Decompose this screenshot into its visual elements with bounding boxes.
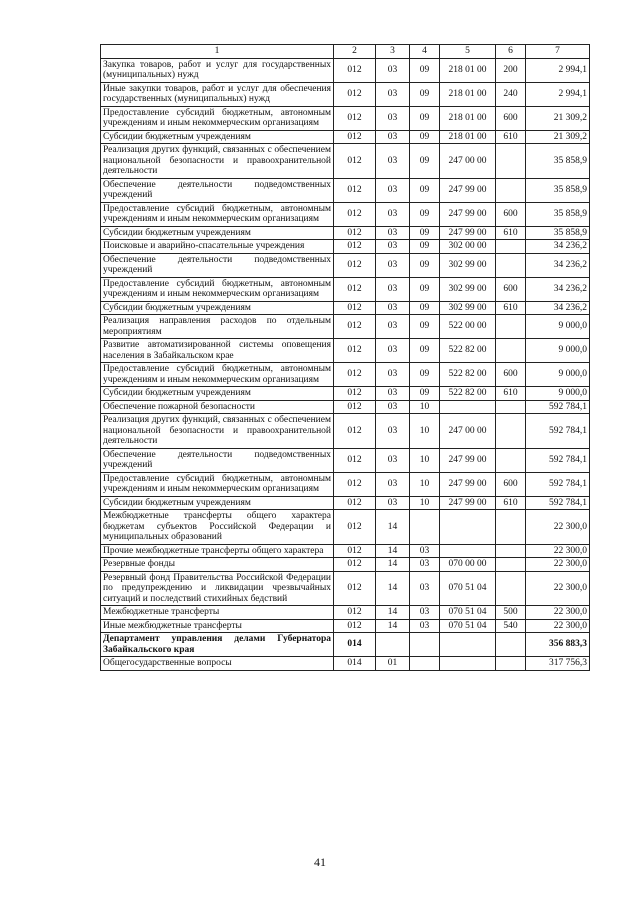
- amount-cell: 2 994,1: [526, 58, 590, 82]
- admin-code-cell: 012: [334, 339, 376, 363]
- section-code-cell: 03: [376, 496, 410, 510]
- target-article-cell: 522 82 00: [440, 387, 496, 401]
- expense-name-cell: Обеспечение деятельности подведомственных учреждений: [101, 448, 334, 472]
- expense-type-cell: [496, 178, 526, 202]
- section-code-cell: 03: [376, 363, 410, 387]
- budget-table: [100, 44, 590, 671]
- subsection-code-cell: 09: [410, 363, 440, 387]
- target-article-cell: 070 51 04: [440, 619, 496, 633]
- admin-code-cell: 012: [334, 130, 376, 144]
- amount-cell: 35 858,9: [526, 202, 590, 226]
- amount-cell: 35 858,9: [526, 178, 590, 202]
- table-row: [101, 301, 590, 315]
- header-row: [101, 45, 590, 59]
- expense-name-cell: Резервный фонд Правительства Российской Федерации по предупреждению и ликвидации чрезвычайных ситуаций и последствий стихийных бедствий: [101, 571, 334, 606]
- table-row: [101, 657, 590, 671]
- target-article-cell: 522 82 00: [440, 339, 496, 363]
- amount-cell: 22 300,0: [526, 510, 590, 545]
- subsection-code-cell: 03: [410, 619, 440, 633]
- section-code-cell: 03: [376, 226, 410, 240]
- table-row: [101, 315, 590, 339]
- subsection-code-cell: 03: [410, 606, 440, 620]
- subsection-code-cell: 09: [410, 106, 440, 130]
- table-row: [101, 387, 590, 401]
- expense-type-cell: 600: [496, 472, 526, 496]
- table-row: [101, 571, 590, 606]
- target-article-cell: [440, 510, 496, 545]
- amount-cell: 22 300,0: [526, 619, 590, 633]
- expense-type-cell: [496, 633, 526, 657]
- subsection-code-cell: [410, 510, 440, 545]
- subsection-code-cell: 03: [410, 571, 440, 606]
- admin-code-cell: 012: [334, 315, 376, 339]
- target-article-cell: [440, 657, 496, 671]
- expense-name-cell: Субсидии бюджетным учреждениям: [101, 301, 334, 315]
- target-article-cell: 302 00 00: [440, 240, 496, 254]
- table-row: [101, 226, 590, 240]
- expense-type-cell: [496, 544, 526, 558]
- table-row: [101, 58, 590, 82]
- target-article-cell: 070 00 00: [440, 558, 496, 572]
- expense-type-cell: 600: [496, 363, 526, 387]
- target-article-cell: 070 51 04: [440, 571, 496, 606]
- table-row: [101, 544, 590, 558]
- expense-name-cell: Общегосударственные вопросы: [101, 657, 334, 671]
- expense-name-cell: Иные закупки товаров, работ и услуг для обеспечения государственных (муниципальных) нужд: [101, 82, 334, 106]
- section-code-cell: 03: [376, 202, 410, 226]
- section-code-cell: 03: [376, 315, 410, 339]
- subsection-code-cell: 10: [410, 448, 440, 472]
- table-row: [101, 558, 590, 572]
- subsection-code-cell: 09: [410, 315, 440, 339]
- admin-code-cell: 014: [334, 657, 376, 671]
- section-code-cell: 03: [376, 106, 410, 130]
- target-article-cell: 302 99 00: [440, 301, 496, 315]
- table-row: [101, 510, 590, 545]
- expense-type-cell: [496, 240, 526, 254]
- amount-cell: 592 784,1: [526, 472, 590, 496]
- expense-name-cell: Предоставление субсидий бюджетным, автономным учреждениям и иным некоммерческим организациям: [101, 363, 334, 387]
- table-row: [101, 633, 590, 657]
- admin-code-cell: 012: [334, 448, 376, 472]
- target-article-cell: 247 99 00: [440, 202, 496, 226]
- admin-code-cell: 012: [334, 400, 376, 414]
- target-article-cell: [440, 400, 496, 414]
- expense-type-cell: [496, 414, 526, 449]
- subsection-code-cell: [410, 633, 440, 657]
- expense-type-cell: 610: [496, 130, 526, 144]
- expense-name-cell: Поисковые и аварийно-спасательные учреждения: [101, 240, 334, 254]
- expense-name-cell: Межбюджетные трансферты: [101, 606, 334, 620]
- admin-code-cell: 012: [334, 144, 376, 179]
- expense-name-cell: Иные межбюджетные трансферты: [101, 619, 334, 633]
- target-article-cell: 522 00 00: [440, 315, 496, 339]
- expense-name-cell: Предоставление субсидий бюджетным, автономным учреждениям и иным некоммерческим организациям: [101, 277, 334, 301]
- table-row: [101, 619, 590, 633]
- admin-code-cell: 012: [334, 606, 376, 620]
- subsection-code-cell: 09: [410, 130, 440, 144]
- admin-code-cell: 012: [334, 544, 376, 558]
- expense-type-cell: 540: [496, 619, 526, 633]
- expense-type-cell: 500: [496, 606, 526, 620]
- expense-name-cell: Субсидии бюджетным учреждениям: [101, 496, 334, 510]
- admin-code-cell: 012: [334, 619, 376, 633]
- expense-name-cell: Предоставление субсидий бюджетным, автономным учреждениям и иным некоммерческим организациям: [101, 106, 334, 130]
- section-code-cell: 03: [376, 472, 410, 496]
- target-article-cell: 247 00 00: [440, 414, 496, 449]
- target-article-cell: 218 01 00: [440, 82, 496, 106]
- expense-name-cell: Прочие межбюджетные трансферты общего характера: [101, 544, 334, 558]
- admin-code-cell: 012: [334, 226, 376, 240]
- amount-cell: 21 309,2: [526, 130, 590, 144]
- header-cell: 1: [101, 45, 334, 59]
- section-code-cell: 03: [376, 448, 410, 472]
- expense-name-cell: Обеспечение деятельности подведомственных учреждений: [101, 253, 334, 277]
- amount-cell: 34 236,2: [526, 277, 590, 301]
- section-code-cell: 03: [376, 130, 410, 144]
- section-code-cell: 14: [376, 571, 410, 606]
- expense-type-cell: 610: [496, 301, 526, 315]
- expense-type-cell: 610: [496, 387, 526, 401]
- table-row: [101, 400, 590, 414]
- amount-cell: 22 300,0: [526, 558, 590, 572]
- header-cell: 2: [334, 45, 376, 59]
- admin-code-cell: 012: [334, 301, 376, 315]
- target-article-cell: [440, 544, 496, 558]
- expense-name-cell: Резервные фонды: [101, 558, 334, 572]
- section-code-cell: 14: [376, 510, 410, 545]
- expense-name-cell: Департамент управления делами Губернатора Забайкальского края: [101, 633, 334, 657]
- table-row: [101, 496, 590, 510]
- amount-cell: 9 000,0: [526, 315, 590, 339]
- expense-name-cell: Реализация других функций, связанных с обеспечением национальной безопасности и правоохранительной деятельности: [101, 144, 334, 179]
- table-row: [101, 178, 590, 202]
- expense-type-cell: [496, 448, 526, 472]
- target-article-cell: 247 00 00: [440, 144, 496, 179]
- amount-cell: 35 858,9: [526, 144, 590, 179]
- expense-type-cell: 600: [496, 202, 526, 226]
- table-row: [101, 240, 590, 254]
- target-article-cell: 247 99 00: [440, 226, 496, 240]
- header-cell: 6: [496, 45, 526, 59]
- section-code-cell: 14: [376, 544, 410, 558]
- expense-type-cell: [496, 400, 526, 414]
- admin-code-cell: 012: [334, 178, 376, 202]
- expense-type-cell: [496, 571, 526, 606]
- section-code-cell: 03: [376, 82, 410, 106]
- amount-cell: 356 883,3: [526, 633, 590, 657]
- expense-type-cell: [496, 144, 526, 179]
- expense-name-cell: Реализация других функций, связанных с обеспечением национальной безопасности и правоохранительной деятельности: [101, 414, 334, 449]
- admin-code-cell: 012: [334, 277, 376, 301]
- expense-type-cell: [496, 315, 526, 339]
- amount-cell: 592 784,1: [526, 448, 590, 472]
- admin-code-cell: 012: [334, 363, 376, 387]
- subsection-code-cell: 09: [410, 58, 440, 82]
- expense-type-cell: 200: [496, 58, 526, 82]
- table-row: [101, 472, 590, 496]
- target-article-cell: 522 82 00: [440, 363, 496, 387]
- subsection-code-cell: 10: [410, 400, 440, 414]
- admin-code-cell: 012: [334, 571, 376, 606]
- target-article-cell: 247 99 00: [440, 496, 496, 510]
- expense-type-cell: 600: [496, 106, 526, 130]
- amount-cell: 22 300,0: [526, 571, 590, 606]
- table-row: [101, 130, 590, 144]
- expense-type-cell: [496, 510, 526, 545]
- table-row: [101, 82, 590, 106]
- subsection-code-cell: 10: [410, 414, 440, 449]
- amount-cell: 9 000,0: [526, 387, 590, 401]
- subsection-code-cell: [410, 657, 440, 671]
- admin-code-cell: 012: [334, 558, 376, 572]
- section-code-cell: 03: [376, 253, 410, 277]
- subsection-code-cell: 09: [410, 387, 440, 401]
- expense-name-cell: Реализация направления расходов по отдельным мероприятиям: [101, 315, 334, 339]
- header-cell: 5: [440, 45, 496, 59]
- table-row: [101, 253, 590, 277]
- admin-code-cell: 012: [334, 82, 376, 106]
- target-article-cell: 247 99 00: [440, 472, 496, 496]
- admin-code-cell: 012: [334, 510, 376, 545]
- amount-cell: 317 756,3: [526, 657, 590, 671]
- expense-name-cell: Развитие автоматизированной системы оповещения населения в Забайкальском крае: [101, 339, 334, 363]
- expense-name-cell: Предоставление субсидий бюджетным, автономным учреждениям и иным некоммерческим организациям: [101, 472, 334, 496]
- admin-code-cell: 012: [334, 472, 376, 496]
- admin-code-cell: 012: [334, 414, 376, 449]
- amount-cell: 34 236,2: [526, 240, 590, 254]
- table-row: [101, 144, 590, 179]
- subsection-code-cell: 09: [410, 82, 440, 106]
- amount-cell: 34 236,2: [526, 253, 590, 277]
- target-article-cell: 302 99 00: [440, 277, 496, 301]
- admin-code-cell: 012: [334, 253, 376, 277]
- amount-cell: 22 300,0: [526, 544, 590, 558]
- section-code-cell: 03: [376, 144, 410, 179]
- subsection-code-cell: 09: [410, 253, 440, 277]
- header-cell: 7: [526, 45, 590, 59]
- target-article-cell: 247 99 00: [440, 178, 496, 202]
- section-code-cell: 03: [376, 400, 410, 414]
- amount-cell: 9 000,0: [526, 339, 590, 363]
- expense-name-cell: Субсидии бюджетным учреждениям: [101, 387, 334, 401]
- section-code-cell: 03: [376, 178, 410, 202]
- section-code-cell: 14: [376, 619, 410, 633]
- admin-code-cell: 012: [334, 106, 376, 130]
- expense-name-cell: Обеспечение пожарной безопасности: [101, 400, 334, 414]
- subsection-code-cell: 09: [410, 240, 440, 254]
- section-code-cell: 14: [376, 558, 410, 572]
- table-row: [101, 448, 590, 472]
- target-article-cell: [440, 633, 496, 657]
- subsection-code-cell: 03: [410, 558, 440, 572]
- table-row: [101, 363, 590, 387]
- amount-cell: 35 858,9: [526, 226, 590, 240]
- expense-name-cell: Межбюджетные трансферты общего характера бюджетам субъектов Российской Федерации и муниципальных образований: [101, 510, 334, 545]
- section-code-cell: 03: [376, 339, 410, 363]
- table-row: [101, 339, 590, 363]
- table-row: [101, 277, 590, 301]
- section-code-cell: 03: [376, 301, 410, 315]
- section-code-cell: 03: [376, 277, 410, 301]
- expense-type-cell: 240: [496, 82, 526, 106]
- subsection-code-cell: 09: [410, 202, 440, 226]
- section-code-cell: [376, 633, 410, 657]
- page-number: 41: [314, 855, 326, 869]
- subsection-code-cell: 10: [410, 496, 440, 510]
- target-article-cell: 247 99 00: [440, 448, 496, 472]
- admin-code-cell: 012: [334, 240, 376, 254]
- target-article-cell: 218 01 00: [440, 106, 496, 130]
- table-row: [101, 606, 590, 620]
- expense-name-cell: Закупка товаров, работ и услуг для государственных (муниципальных) нужд: [101, 58, 334, 82]
- amount-cell: 22 300,0: [526, 606, 590, 620]
- admin-code-cell: 012: [334, 58, 376, 82]
- admin-code-cell: 014: [334, 633, 376, 657]
- amount-cell: 21 309,2: [526, 106, 590, 130]
- subsection-code-cell: 09: [410, 339, 440, 363]
- expense-type-cell: [496, 339, 526, 363]
- admin-code-cell: 012: [334, 496, 376, 510]
- section-code-cell: 03: [376, 240, 410, 254]
- amount-cell: 2 994,1: [526, 82, 590, 106]
- target-article-cell: 218 01 00: [440, 130, 496, 144]
- admin-code-cell: 012: [334, 387, 376, 401]
- amount-cell: 592 784,1: [526, 414, 590, 449]
- admin-code-cell: 012: [334, 202, 376, 226]
- header-cell: 4: [410, 45, 440, 59]
- expense-name-cell: Предоставление субсидий бюджетным, автономным учреждениям и иным некоммерческим организациям: [101, 202, 334, 226]
- amount-cell: 9 000,0: [526, 363, 590, 387]
- expense-name-cell: Обеспечение деятельности подведомственных учреждений: [101, 178, 334, 202]
- section-code-cell: 01: [376, 657, 410, 671]
- subsection-code-cell: 09: [410, 226, 440, 240]
- section-code-cell: 03: [376, 58, 410, 82]
- expense-type-cell: [496, 558, 526, 572]
- expense-type-cell: [496, 657, 526, 671]
- section-code-cell: 03: [376, 414, 410, 449]
- table-row: [101, 414, 590, 449]
- expense-name-cell: Субсидии бюджетным учреждениям: [101, 130, 334, 144]
- expense-type-cell: 610: [496, 496, 526, 510]
- subsection-code-cell: 09: [410, 301, 440, 315]
- expense-name-cell: Субсидии бюджетным учреждениям: [101, 226, 334, 240]
- target-article-cell: 218 01 00: [440, 58, 496, 82]
- amount-cell: 592 784,1: [526, 400, 590, 414]
- subsection-code-cell: 10: [410, 472, 440, 496]
- section-code-cell: 03: [376, 387, 410, 401]
- header-cell: 3: [376, 45, 410, 59]
- expense-type-cell: 610: [496, 226, 526, 240]
- table-row: [101, 106, 590, 130]
- target-article-cell: 070 51 04: [440, 606, 496, 620]
- subsection-code-cell: 03: [410, 544, 440, 558]
- amount-cell: 34 236,2: [526, 301, 590, 315]
- table-row: [101, 202, 590, 226]
- subsection-code-cell: 09: [410, 178, 440, 202]
- subsection-code-cell: 09: [410, 144, 440, 179]
- amount-cell: 592 784,1: [526, 496, 590, 510]
- target-article-cell: 302 99 00: [440, 253, 496, 277]
- expense-type-cell: [496, 253, 526, 277]
- expense-type-cell: 600: [496, 277, 526, 301]
- subsection-code-cell: 09: [410, 277, 440, 301]
- section-code-cell: 14: [376, 606, 410, 620]
